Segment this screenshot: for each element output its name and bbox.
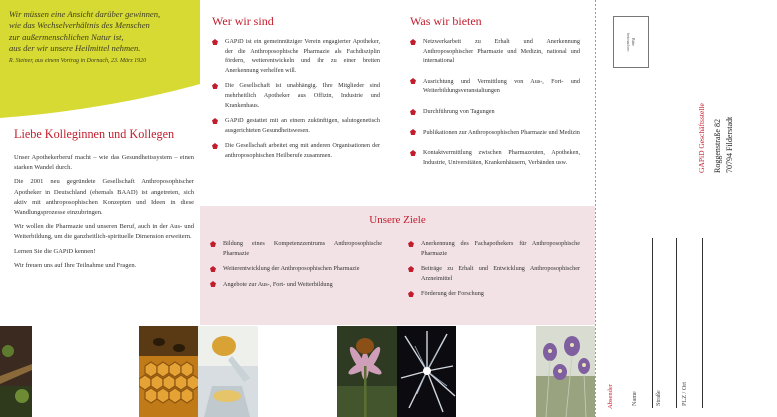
sender-label: Absender bbox=[607, 384, 614, 409]
list-item bbox=[408, 289, 580, 299]
was-wir-bieten-list bbox=[410, 37, 580, 167]
list-item bbox=[212, 116, 380, 135]
intro-section bbox=[14, 127, 194, 275]
list-item-text: Angebote zur Aus-, Fort- und Weiterbildung bbox=[223, 280, 333, 288]
intro-paragraph: Lernen Sie die GAPiD kennen! bbox=[14, 247, 96, 255]
quote-line: wie das Wechselverhältnis des Menschen bbox=[9, 20, 150, 31]
address-line-name bbox=[652, 238, 653, 408]
list-item bbox=[210, 264, 382, 274]
list-item-text: Förderung der Forschung bbox=[421, 290, 484, 298]
intro-paragraph: Unser Apothekerberuf macht – wie das Gesundheitssystem – einen starken Wandel durch. bbox=[14, 154, 194, 172]
wer-wir-sind-list bbox=[212, 37, 380, 161]
list-item bbox=[210, 280, 382, 290]
street-field-label: Straße bbox=[655, 390, 662, 406]
bullet-icon bbox=[212, 39, 218, 45]
list-item-text: GAPiD gestattet mit an einem zukünftigen, salutogenetisch ausgerichteten Gesundheitswesen. bbox=[225, 117, 380, 134]
list-item-text: Kontaktvermittlung zwischen Pharmazeuten, Apotheken, Industrie, Universitäten, Krankenhäusern, Verbänden usw. bbox=[423, 149, 580, 166]
bullet-icon bbox=[212, 83, 218, 89]
laboratory-glass-photo bbox=[198, 326, 258, 417]
list-item-text: Durchführung von Tagungen bbox=[423, 107, 495, 115]
intro-paragraph: Wir wollen die Pharmazie und unseren Beruf, auch in der Aus- und Weiterbildung, um die ganzheitlich-spirituelle Dimension erweitern. bbox=[14, 223, 194, 241]
stamp-label-line: Bitte bbox=[631, 37, 636, 47]
list-item bbox=[212, 37, 380, 75]
list-item-text: Die Gesellschaft arbeitet eng mit anderen Organisationen der anthroposophischen Heilberufe zusammen. bbox=[225, 142, 380, 159]
steiner-quote bbox=[9, 9, 199, 64]
stamp-box bbox=[613, 16, 649, 68]
quote-line: aus der wir unsere Heilmittel nehmen. bbox=[9, 43, 141, 54]
quote-source: R. Steiner, aus einem Vortrag in Dornach, 23. März 1920 bbox=[9, 57, 147, 64]
bullet-icon bbox=[210, 266, 216, 272]
recipient-name: GAPiD Geschäftsstelle bbox=[697, 103, 706, 173]
branch-photo bbox=[0, 326, 32, 417]
unsere-ziele-left-list bbox=[210, 239, 382, 289]
name-field-label: Name bbox=[631, 391, 638, 406]
stamp-label bbox=[626, 22, 636, 62]
list-item bbox=[408, 239, 580, 258]
stamp-label-line: freimachen bbox=[626, 32, 631, 52]
list-item bbox=[410, 77, 580, 96]
fold-line bbox=[595, 0, 596, 417]
list-item-text: Beiträge zu Erhalt und Entwicklung Anthroposophischer Arzneimittel bbox=[421, 265, 580, 282]
bullet-icon bbox=[410, 129, 416, 135]
list-item-text: Anerkennung des Fachapothekers für Anthroposophische Pharmazie bbox=[421, 240, 580, 257]
list-item-text: Publikationen zur Anthroposophischen Pharmazie und Medizin bbox=[423, 128, 580, 136]
crystal-photo bbox=[397, 326, 456, 417]
unsere-ziele-title: Unsere Ziele bbox=[369, 214, 426, 226]
list-item bbox=[212, 141, 380, 160]
bullet-icon bbox=[210, 241, 216, 247]
bullet-icon bbox=[410, 39, 416, 45]
intro-paragraph: Wir freuen uns auf Ihre Teilnahme und Fragen. bbox=[14, 261, 137, 269]
unsere-ziele-right-list bbox=[408, 239, 580, 299]
list-item-text: Die Gesellschaft ist unabhängig. Ihre Mitglieder sind mehrheitlich Apotheker aus Offizin, Industrie und Krankenhaus. bbox=[225, 82, 380, 109]
list-item bbox=[410, 148, 580, 167]
quote-line: Wir müssen eine Ansicht darüber gewinnen, bbox=[9, 9, 161, 19]
city-field-label: PLZ / Ort bbox=[681, 381, 688, 406]
bullet-icon bbox=[410, 150, 416, 156]
wer-wir-sind-title: Wer wir sind bbox=[212, 14, 274, 28]
list-item bbox=[410, 128, 580, 138]
pasque-flower-photo bbox=[536, 326, 595, 417]
intro-title: Liebe Kolleginnen und Kollegen bbox=[14, 127, 175, 141]
list-item-text: Bildung eines Kompetenzzentrums Anthroposophische Pharmazie bbox=[223, 240, 382, 257]
intro-paragraph: Die 2001 neu gegründete Gesellschaft Anthroposophischer Apotheker in Deutschland (ehemals BAAD) ist angetreten, sich aktiv mit anthroposophischen Konzepten und Ideen in diese Wandlungsprozesse einzubringen. bbox=[14, 178, 194, 217]
bullet-icon bbox=[410, 109, 416, 115]
honeycomb-bees-photo bbox=[139, 326, 198, 417]
bullet-icon bbox=[408, 241, 414, 247]
list-item-text: Netzwerkarbeit zu Erhalt und Anerkennung Anthroposophischer Pharmazie und Medizin, national und international bbox=[423, 38, 580, 65]
bullet-icon bbox=[212, 143, 218, 149]
list-item bbox=[410, 107, 580, 117]
bullet-icon bbox=[210, 281, 216, 287]
bullet-icon bbox=[212, 118, 218, 124]
address-line-street bbox=[676, 238, 677, 408]
list-item bbox=[408, 264, 580, 283]
list-item-text: GAPiD ist ein gemeinnütziger Verein engagierter Apotheker, der die Anthroposophische Pharmazie als Fachdisziplin fördern, weiterentwickeln und ihr zu einer breiten Anerkennung verhelfen will. bbox=[225, 38, 380, 74]
was-wir-bieten-title: Was wir bieten bbox=[410, 14, 482, 28]
list-item-text: Weiterentwicklung der Anthroposophischen Pharmazie bbox=[223, 265, 360, 273]
list-item bbox=[210, 239, 382, 258]
quote-line: zur außermenschlichen Natur ist, bbox=[9, 31, 124, 42]
bullet-icon bbox=[408, 266, 414, 272]
list-item bbox=[212, 81, 380, 110]
address-line-city bbox=[702, 238, 703, 408]
bullet-icon bbox=[408, 291, 414, 297]
coneflower-photo bbox=[337, 326, 397, 417]
list-item bbox=[410, 37, 580, 66]
recipient-street: Roggenstraße 82 bbox=[713, 119, 722, 173]
recipient-city: 70794 Filderstadt bbox=[725, 116, 734, 173]
bullet-icon bbox=[410, 78, 416, 84]
list-item-text: Ausrichtung und Vermittlung von Aus-, Fort- und Weiterbildungsveranstaltungen bbox=[423, 77, 580, 95]
